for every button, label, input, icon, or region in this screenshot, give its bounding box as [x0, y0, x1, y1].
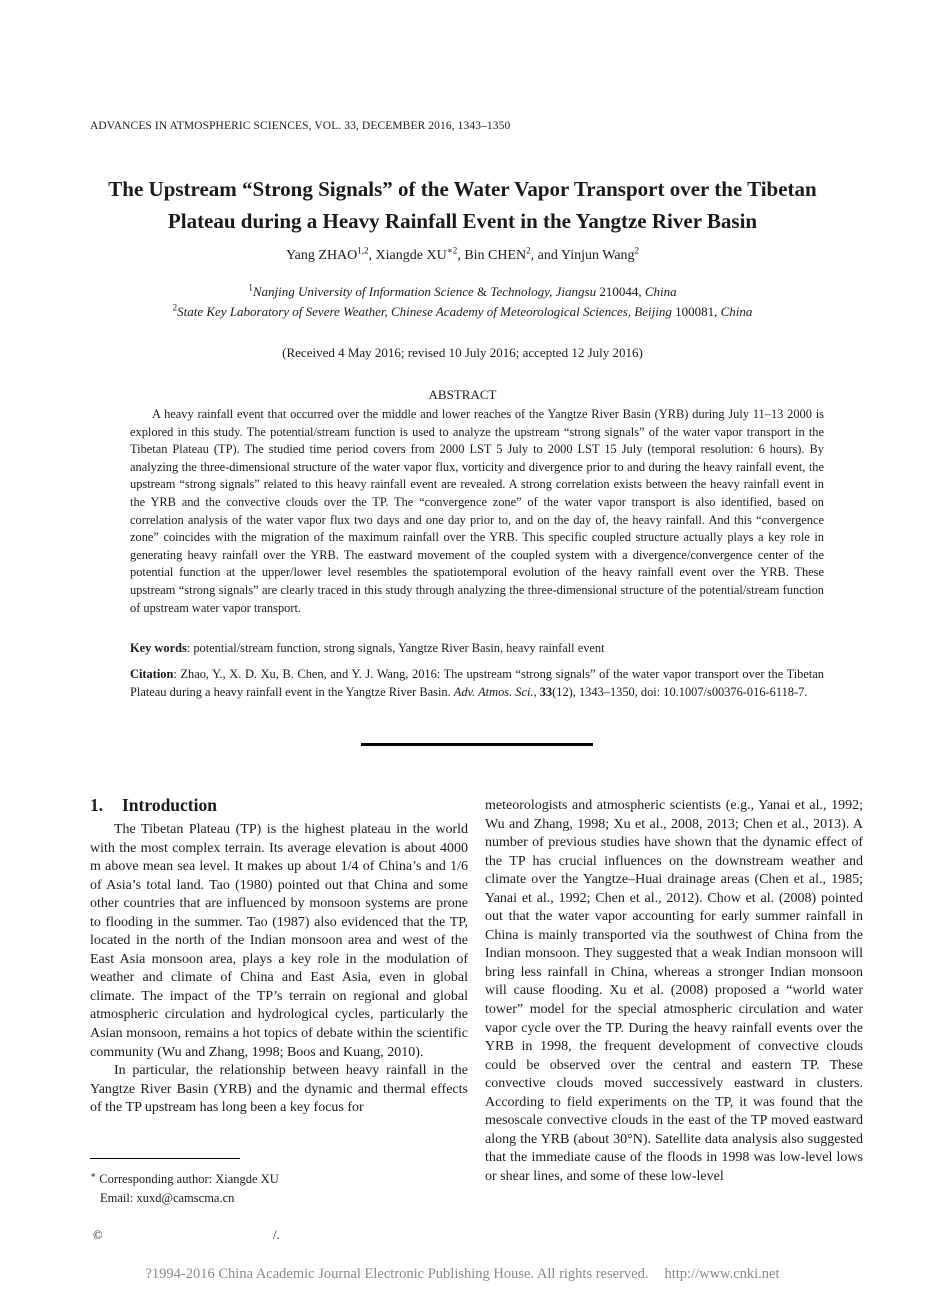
footnote-marker: ∗	[90, 1169, 97, 1180]
author-affiliation-mark: 2	[634, 245, 640, 256]
citation-doi: (12), 1343–1350, doi: 10.1007/s00376-016-6118-7.	[552, 684, 808, 699]
footnote-email: Email: xuxd@camscma.cn	[100, 1191, 235, 1205]
citation	[130, 666, 824, 701]
abstract-heading: ABSTRACT	[428, 387, 497, 402]
body-paragraph: The Tibetan Plateau (TP) is the highest plateau in the world with the most complex terrain. Its average elevation is about 4000 m above mean sea level. It makes up about 1/4 of China’s and 1/6 of Asia’s total land. Tao (1980) pointed out that China and some other countries that are influenced by monsoon systems are prone to flooding in the summer. Tao (1987) also evidenced that the TP, located in the north of the Indian monsoon area and west of the East Asia monsoon area, plays a key role in the modulation of weather and climate of China and East Asia, even in global climate. The impact of the TP’s terrain on regional and global atmospheric circulation and hydrological cycles, particularly the Asian monsoon, remains a hot topics of debate within the scientific community (Wu and Zhang, 1998; Boos and Kuang, 2010).	[90, 822, 468, 1060]
affiliation-postcode: 210044	[596, 284, 639, 299]
running-header: ADVANCES IN ATMOSPHERIC SCIENCES, VOL. 33, DECEMBER 2016, 1343–1350	[90, 120, 511, 132]
received-dates: (Received 4 May 2016; revised 10 July 2016; accepted 12 July 2016)	[282, 345, 643, 360]
author-separator: ,	[368, 248, 376, 263]
section-number: 1.	[90, 795, 104, 815]
left-column	[90, 795, 468, 1118]
footnote-corresponding-author	[90, 1169, 279, 1187]
author-affiliation-mark: ∗2	[446, 245, 458, 256]
affiliation-1	[0, 284, 925, 300]
footnote-rule	[90, 1158, 240, 1159]
author-name: Yinjun Wang	[560, 248, 635, 263]
footer-rights: ?1994-2016 China Academic Journal Electronic Publishing House. All rights reserved.	[145, 1266, 649, 1282]
affiliation-mark: 2	[172, 302, 178, 313]
affiliation-mark: 1	[248, 282, 253, 293]
affiliation-institution: State Key Laboratory of Severe Weather, Chinese Academy of Meteorological Sciences, Beijing	[177, 304, 672, 319]
affiliation-postcode: 100081	[671, 304, 715, 319]
right-column	[485, 797, 863, 1186]
citation-volume: 33	[539, 684, 553, 699]
page-footer	[0, 1266, 925, 1283]
affiliation-country: , China	[638, 284, 677, 299]
copyright-symbol: ©	[93, 1228, 103, 1242]
section-divider	[361, 743, 593, 746]
footer-link[interactable]: http://www.cnki.net	[664, 1266, 780, 1282]
author-affiliation-mark: 2	[526, 245, 531, 256]
citation-label: Citation	[130, 667, 174, 681]
footnote-text: Corresponding author: Xiangde XU	[96, 1172, 279, 1186]
citation-separator: ,	[533, 684, 540, 699]
keywords-label: Key words	[130, 641, 187, 655]
section-heading	[90, 795, 468, 816]
affiliation-institution-rest: Technology, Jiangsu	[490, 284, 597, 299]
author-name: Yang ZHAO	[285, 248, 358, 263]
affiliation-2	[0, 304, 925, 320]
author-list	[0, 245, 925, 264]
citation-body: : Zhao, Y., X. D. Xu, B. Chen, and Y. J. Wang, 2016: The upstream “strong signals” of the water vapor transport over the Tibetan Plateau during a heavy rainfall event in the Yangtze River Basin.	[130, 667, 824, 699]
author-name: Xiangde XU	[375, 248, 447, 263]
title-line-2: Plateau during a Heavy Rainfall Event in the Yangtze River Basin	[167, 209, 758, 233]
paper-title	[60, 173, 865, 237]
section-title: Introduction	[122, 795, 217, 815]
body-paragraph: meteorologists and atmospheric scientists (e.g., Yanai et al., 1992; Wu and Zhang, 1998; Xu et al., 2008, 2013; Chen et al., 2013). A number of previous studies have shown that the dynamic effect of the TP has crucial influences on the downstream weather and climate over the Yangtze–Huai drainage areas (Chen et al., 1985; Yanai et al., 1992; Chen et al., 2012). Chow et al. (2008) pointed out that the water vapor accounting for early summer rainfall in China is mainly transported via the southwest of China from the Indian monsoon. They suggested that a weak Indian monsoon will bring less rainfall in China, whereas a stronger Indian monsoon will cause flooding. Xu et al. (2008) proposed a “world water tower” model for the special atmospheric circulation and water vapor cycle over the TP. During the heavy rainfall events over the YRB in 1998, the frequent development of convective clouds could be observed over the central and eastern TP. These convective clouds moved successively eastward in clusters. According to field experiments on the TP, it was found that the mesoscale convective clouds in the east of the TP moved eastward along the YRB (about 30°N). Satellite data analysis also suggested that the immediate cause of the floods in 1998 was low-level lows or shear lines, and some of these low-level	[485, 798, 863, 1184]
keywords-list: : potential/stream function, strong signals, Yangtze River Basin, heavy rainfall event	[186, 641, 605, 655]
author-separator: ,	[457, 248, 465, 263]
author-name: Bin CHEN	[464, 248, 527, 263]
citation-journal: Adv. Atmos. Sci.	[453, 684, 534, 699]
body-paragraph: In particular, the relationship between heavy rainfall in the Yangtze River Basin (YRB) and the dynamic and thermal effects of the TP upstream has long been a key focus for	[90, 1063, 468, 1116]
author-separator: , and	[530, 248, 561, 263]
affiliation-institution: Nanjing University of Information Science	[252, 284, 474, 299]
copyright-tail: /.	[273, 1228, 280, 1242]
keywords	[130, 640, 824, 658]
affiliation-ampersand: &	[473, 284, 491, 299]
abstract-text: A heavy rainfall event that occurred over the middle and lower reaches of the Yangtze River Basin (YRB) during July 11–13 2000 is explored in this study. The potential/stream function is used to analyze the upstream “strong signals” of the water vapor transport in the Tibetan Plateau (TP). The studied time period covers from 2000 LST 5 July to 2000 LST 15 July (temporal resolution: 6 hours). By analyzing the three-dimensional structure of the water vapor flux, vorticity and divergence prior to and during the heavy rainfall event, the upstream “strong signals” related to this heavy rainfall event are revealed. A strong correlation exists between the heavy rainfall event in the YRB and the convective clouds over the TP. The “convergence zone” of the water vapor transport is also identified, based on correlation analysis of the water vapor flux two days and one day prior to, and on the day of, the heavy rainfall. And this “convergence zone” coincides with the migration of the maximum rainfall over the YRB. This specific coupled structure actually plays a key role in generating heavy rainfall over the YRB. The eastward movement of the coupled system with a divergence/convergence center of the potential function at the upper/lower level resembles the spatiotemporal evolution of the heavy rainfall event over the YRB. These upstream “strong signals” are clearly traced in this study through analyzing the three-dimensional structure of the potential/stream function of upstream water vapor transport.	[130, 407, 824, 615]
author-affiliation-mark: 1,2	[357, 245, 369, 256]
affiliation-country: , China	[714, 304, 753, 319]
title-line-1: The Upstream “Strong Signals” of the Water Vapor Transport over the Tibetan	[108, 177, 817, 201]
